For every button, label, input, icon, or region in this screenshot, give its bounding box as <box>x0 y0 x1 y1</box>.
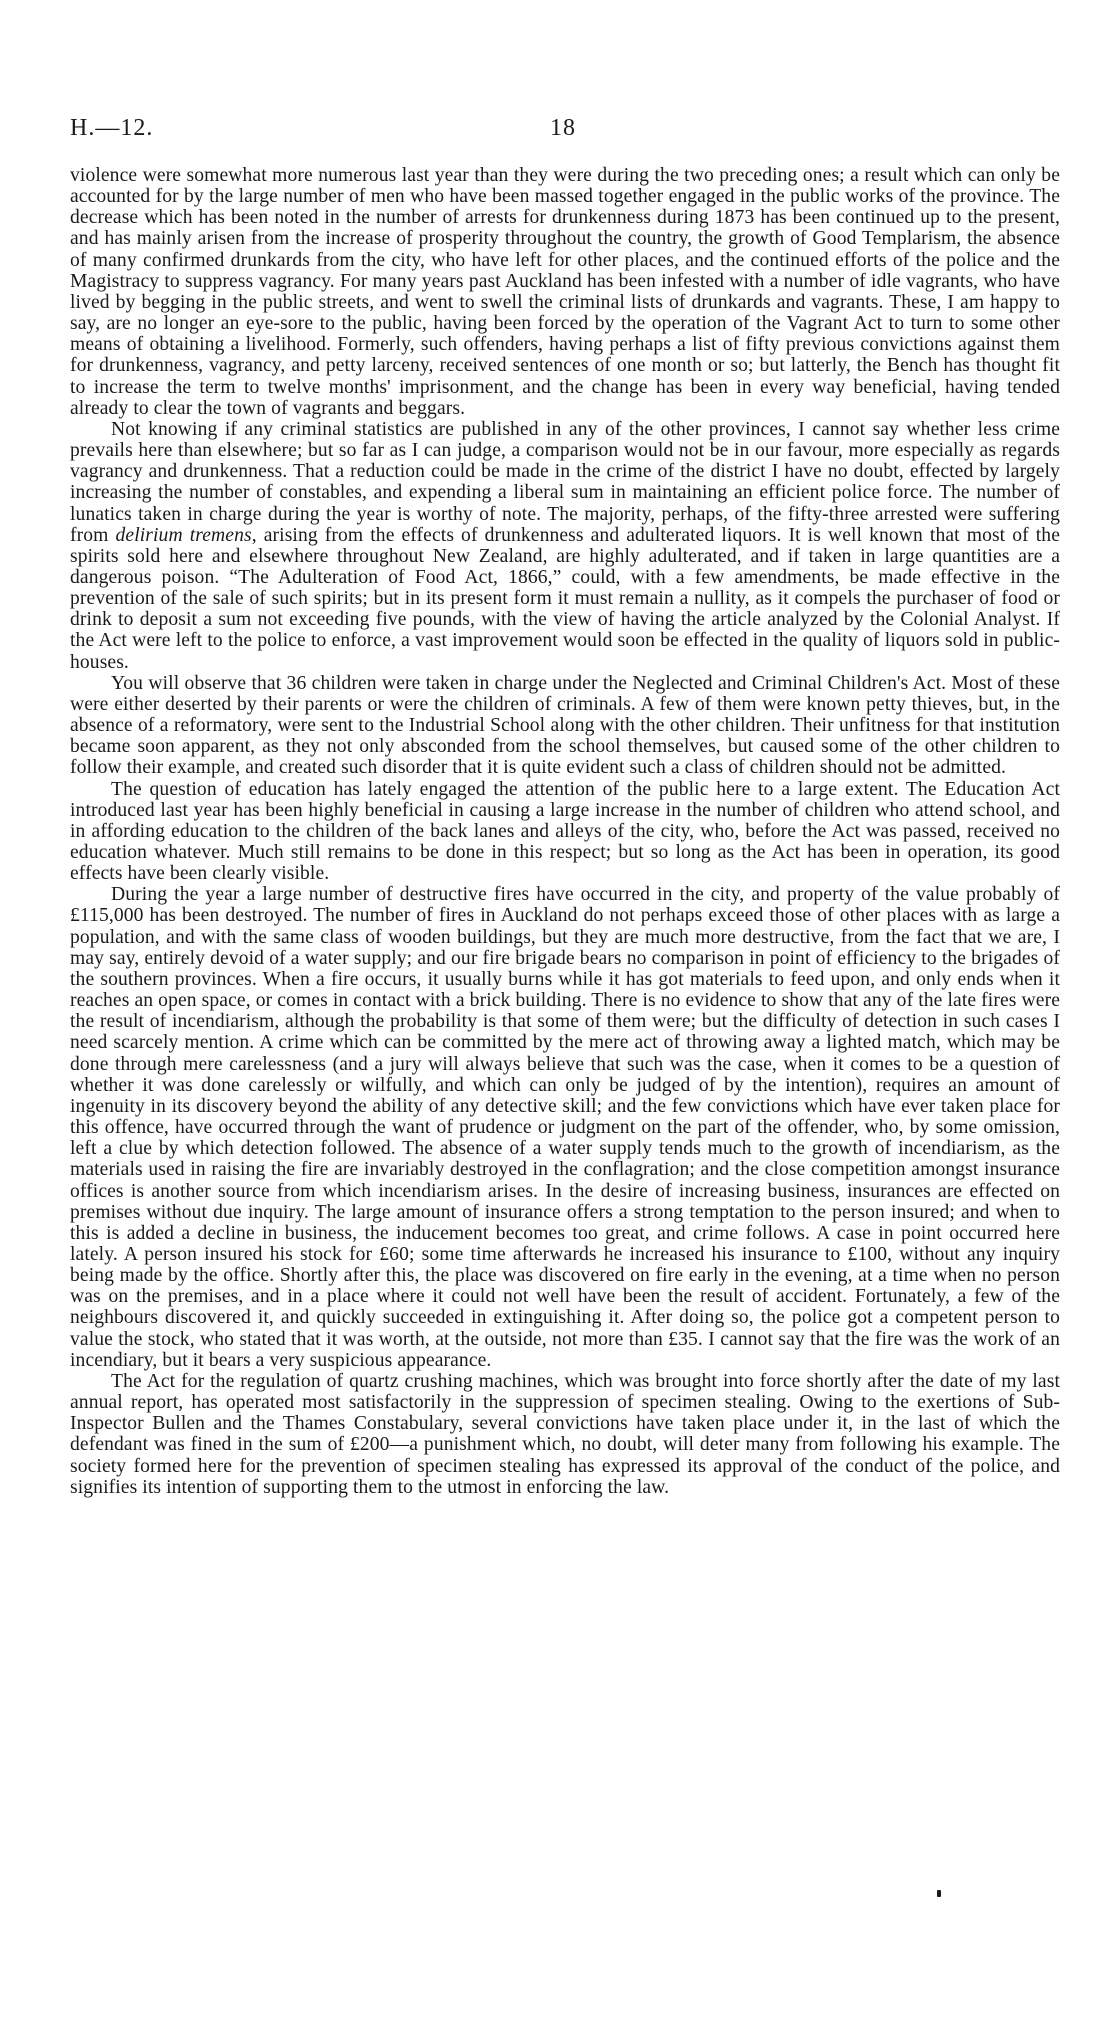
paragraph-text: Not knowing if any criminal statistics are published in any of the other provinces, I cannot say whether less crime prevails here than elsewhere; but so far as I can judge, a comparison would not be in our favour, more especially as regards vagrancy and drunkenness. That a reduction could be made in the crime of the district I have no doubt, effected by largely increasing the number of constables, and expending a liberal sum in maintaining an efficient police force. The number of lunatics taken in charge during the year is worthy of note. The majority, perhaps, of the fifty-three arrested were suffering from <box>70 418 1060 546</box>
page-number: 18 <box>550 115 576 141</box>
paragraph <box>70 779 1060 885</box>
document-reference: H.—12. <box>70 115 154 141</box>
paragraph <box>70 419 1060 673</box>
page-header <box>70 115 1060 158</box>
paragraph <box>70 673 1060 779</box>
paragraph-text: The question of education has lately engaged the attention of the public here to a large extent. The Education Act introduced last year has been highly beneficial in causing a large increase in the number of children who attend school, and in affording education to the children of the back lanes and alleys of the city, who, before the Act was passed, received no education whatever. Much still remains to be done in this respect; but so long as the Act has been in operation, its good effects have been clearly visible. <box>70 778 1060 885</box>
paragraph-text: , arising from the effects of drunkenness and adulterated liquors. It is well known that most of the spirits sold here and elsewhere throughout New Zealand, are highly adulterated, and if taken in large quantities are a dangerous poison. “The Adulteration of Food Act, 1866,” could, with a few amendments, be made effective in the prevention of the sale of such spirits; but in its present form it must remain a nullity, as it compels the purchaser of food or drink to deposit a sum not exceeding five pounds, with the view of having the article analyzed by the Colonial Analyst. If the Act were left to the police to enforce, a vast improvement would soon be effected in the quality of liquors sold in public-houses. <box>70 524 1060 673</box>
body-text <box>70 165 1060 1498</box>
paragraph-text: violence were somewhat more numerous last year than they were during the two preceding ones; a result which can only be accounted for by the large number of men who have been massed together engaged in the public works of the province. The decrease which has been noted in the number of arrests for drunkenness during 1873 has been continued up to the present, and has mainly arisen from the increase of prosperity throughout the country, the growth of Good Templarism, the absence of many confirmed drunkards from the city, who have left for other places, and the continued efforts of the police and the Magistracy to suppress vagrancy. For many years past Auckland has been infested with a number of idle vagrants, who have lived by begging in the public streets, and went to swell the criminal lists of drunkards and vagrants. These, I am happy to say, are no longer an eye-sore to the public, having been forced by the operation of the Vagrant Act to turn to some other means of obtaining a livelihood. Formerly, such offenders, having perhaps a list of fifty previous convictions against them for drunkenness, vagrancy, and petty larceny, received sentences of one month or so; but latterly, the Bench has thought fit to increase the term to twelve months' imprisonment, and the change has been in every way beneficial, having tended already to clear the town of vagrants and beggars. <box>70 165 1060 419</box>
paragraph <box>70 165 1060 419</box>
paragraph-text: During the year a large number of destructive fires have occurred in the city, and property of the value probably of £115,000 has been destroyed. The number of fires in Auckland do not perhaps exceed those of other places with as large a population, and with the same class of wooden buildings, but they are much more destructive, from the fact that we are, I may say, entirely devoid of a water supply; and our fire brigade bears no comparison in point of efficiency to the brigades of the southern provinces. When a fire occurs, it usually burns while it has got materials to feed upon, and only ends when it reaches an open space, or comes in contact with a brick building. There is no evidence to show that any of the late fires were the result of incendiarism, although the probability is that some of them were; but the difficulty of detection in such cases I need scarcely mention. A crime which can be committed by the mere act of throwing away a lighted match, which may be done through mere carelessness (and a jury will always believe that such was the case, when it comes to be a question of whether it was done carelessly or wilfully, and which can only be judged of by the intention), requires an amount of ingenuity in its discovery beyond the ability of any detective skill; and the few convictions which have ever taken place for this offence, have occurred through the want of prudence or judgment on the part of the offender, who, by some omission, left a clue by which detection followed. The absence of a water supply tends much to the growth of incendiarism, as the materials used in raising the fire are invariably destroyed in the conflagration; and the close competition amongst insurance offices is another source from which incendiarism arises. In the desire of increasing business, insurances are effected on premises without due inquiry. The large amount of insurance offers a strong temptation to the person insured; and when to this is added a decline in business, the inducement becomes too great, and crime follows. A case in point occurred here lately. A person insured his stock for £60; some time afterwards he increased his insurance to £100, without any inquiry being made by the office. Shortly after this, the place was discovered on fire early in the evening, at a time when no person was on the premises, and in a place where it could not well have been the result of accident. Fortunately, a few of the neighbours discovered it, and quickly succeeded in extinguishing it. After doing so, the police got a competent person to value the stock, who stated that it was worth, at the outside, not more than £35. I cannot say that the fire was the work of an incendiary, but it bears a very suspicious appearance. <box>70 884 1060 1371</box>
italic-term: delirium tremens <box>115 524 252 546</box>
paragraph <box>70 884 1060 1371</box>
paragraph-text: The Act for the regulation of quartz crushing machines, which was brought into force shortly after the date of my last annual report, has operated most satisfactorily in the suppression of specimen stealing. Owing to the exertions of Sub-Inspector Bullen and the Thames Constabulary, several convictions have taken place under it, in the last of which the defendant was fined in the sum of £200—a punishment which, no doubt, will deter many from following his example. The society formed here for the prevention of specimen stealing has expressed its approval of the conduct of the police, and signifies its intention of supporting them to the utmost in enforcing the law. <box>70 1370 1060 1498</box>
ink-mark <box>937 1890 941 1897</box>
paragraph <box>70 1371 1060 1498</box>
document-page <box>70 115 1060 1498</box>
paragraph-text: You will observe that 36 children were taken in charge under the Neglected and Criminal Children's Act. Most of these were either deserted by their parents or were the children of criminals. A few of them were known petty thieves, but, in the absence of a reformatory, were sent to the Industrial School along with the other children. Their unfitness for that institution became soon apparent, as they not only absconded from the school themselves, but caused some of the other children to follow their example, and created such disorder that it is quite evident such a class of children should not be admitted. <box>70 672 1060 779</box>
